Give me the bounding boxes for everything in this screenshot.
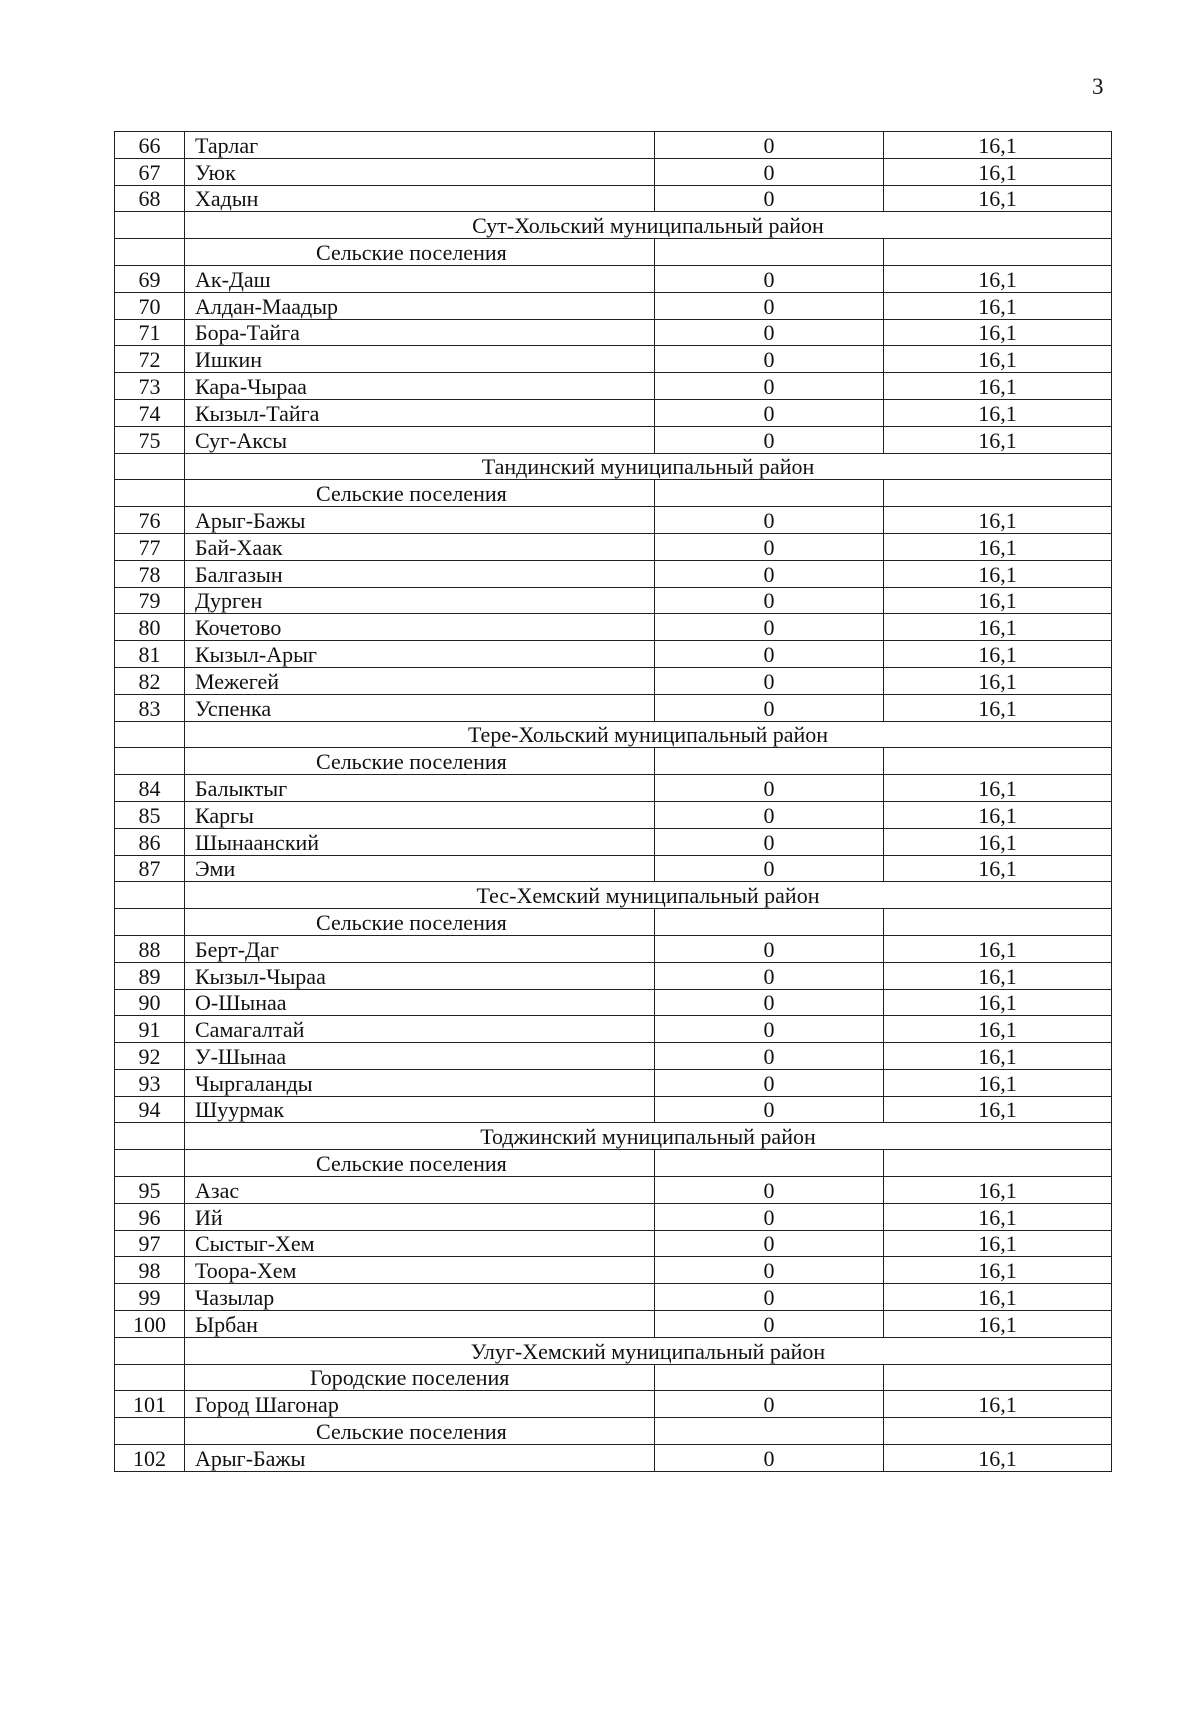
district-header-row: [115, 1123, 1112, 1150]
rate-cell: 16,1: [884, 185, 1112, 212]
value-cell: 0: [655, 346, 884, 373]
table-row: [115, 426, 1112, 453]
empty-cell: [884, 909, 1112, 936]
row-number: 67: [115, 158, 185, 185]
district-header-row: [115, 1337, 1112, 1364]
row-number: 88: [115, 935, 185, 962]
table-row: [115, 292, 1112, 319]
value-cell: 0: [655, 1284, 884, 1311]
value-cell: 0: [655, 1257, 884, 1284]
rate-cell: 16,1: [884, 641, 1112, 668]
row-number: 74: [115, 399, 185, 426]
settlement-name: Кара-Чыраа: [185, 373, 655, 400]
settlement-type-title: Сельские поселения: [185, 748, 655, 775]
row-number: 94: [115, 1096, 185, 1123]
settlement-type-row: [115, 239, 1112, 266]
settlement-name: Берт-Даг: [185, 935, 655, 962]
rate-cell: 16,1: [884, 828, 1112, 855]
settlement-type-row: [115, 1364, 1112, 1391]
table-row: [115, 641, 1112, 668]
settlement-name: Чыргаланды: [185, 1069, 655, 1096]
page-number: 3: [1092, 74, 1104, 99]
settlement-name: Ий: [185, 1203, 655, 1230]
rate-cell: 16,1: [884, 1203, 1112, 1230]
row-number: 76: [115, 507, 185, 534]
settlement-name: Арыг-Бажы: [185, 1445, 655, 1472]
row-number: 69: [115, 265, 185, 292]
table-row: [115, 1069, 1112, 1096]
value-cell: 0: [655, 855, 884, 882]
settlement-name: Ишкин: [185, 346, 655, 373]
row-number: 96: [115, 1203, 185, 1230]
table-row: [115, 1391, 1112, 1418]
empty-cell: [655, 239, 884, 266]
row-number: 90: [115, 989, 185, 1016]
value-cell: 0: [655, 1230, 884, 1257]
row-number: 81: [115, 641, 185, 668]
value-cell: 0: [655, 1069, 884, 1096]
settlement-name: Арыг-Бажы: [185, 507, 655, 534]
row-number: 87: [115, 855, 185, 882]
value-cell: 0: [655, 1311, 884, 1338]
empty-cell: [115, 1123, 185, 1150]
empty-cell: [115, 909, 185, 936]
table-row: [115, 373, 1112, 400]
row-number: 72: [115, 346, 185, 373]
table-row: [115, 265, 1112, 292]
row-number: 82: [115, 667, 185, 694]
settlement-name: Шынаанский: [185, 828, 655, 855]
value-cell: 0: [655, 319, 884, 346]
district-title: Тес-Хемский муниципальный район: [185, 882, 1112, 909]
empty-cell: [115, 1364, 185, 1391]
table-row: [115, 775, 1112, 802]
rate-cell: 16,1: [884, 989, 1112, 1016]
table-row: [115, 667, 1112, 694]
table-row: [115, 828, 1112, 855]
value-cell: 0: [655, 533, 884, 560]
rate-cell: 16,1: [884, 158, 1112, 185]
district-title: Тандинский муниципальный район: [185, 453, 1112, 480]
settlement-name: Алдан-Маадыр: [185, 292, 655, 319]
district-header-row: [115, 212, 1112, 239]
settlement-name: Азас: [185, 1177, 655, 1204]
table-row: [115, 185, 1112, 212]
district-header-row: [115, 721, 1112, 748]
settlement-name: Кызыл-Тайга: [185, 399, 655, 426]
settlement-name: Суг-Аксы: [185, 426, 655, 453]
settlement-name: Эми: [185, 855, 655, 882]
row-number: 79: [115, 587, 185, 614]
row-number: 70: [115, 292, 185, 319]
settlement-name: Кочетово: [185, 614, 655, 641]
settlement-name: У-Шынаа: [185, 1043, 655, 1070]
value-cell: 0: [655, 560, 884, 587]
settlement-type-row: [115, 909, 1112, 936]
settlement-name: Балгазын: [185, 560, 655, 587]
empty-cell: [115, 239, 185, 266]
rate-cell: 16,1: [884, 346, 1112, 373]
settlement-name: Бора-Тайга: [185, 319, 655, 346]
row-number: 73: [115, 373, 185, 400]
empty-cell: [655, 1150, 884, 1177]
table-row: [115, 962, 1112, 989]
row-number: 80: [115, 614, 185, 641]
value-cell: 0: [655, 1177, 884, 1204]
table-row: [115, 533, 1112, 560]
settlement-name: О-Шынаа: [185, 989, 655, 1016]
settlement-type-title: Городские поселения: [185, 1364, 655, 1391]
settlement-name: Чазылар: [185, 1284, 655, 1311]
settlement-name: Хадын: [185, 185, 655, 212]
empty-cell: [884, 1418, 1112, 1445]
table-row: [115, 319, 1112, 346]
settlement-type-row: [115, 748, 1112, 775]
district-header-row: [115, 453, 1112, 480]
rate-cell: 16,1: [884, 426, 1112, 453]
value-cell: 0: [655, 828, 884, 855]
district-title: Тоджинский муниципальный район: [185, 1123, 1112, 1150]
value-cell: 0: [655, 426, 884, 453]
rate-cell: 16,1: [884, 1257, 1112, 1284]
empty-cell: [655, 480, 884, 507]
row-number: 98: [115, 1257, 185, 1284]
row-number: 100: [115, 1311, 185, 1338]
row-number: 84: [115, 775, 185, 802]
rate-cell: 16,1: [884, 1177, 1112, 1204]
rate-cell: 16,1: [884, 1096, 1112, 1123]
value-cell: 0: [655, 667, 884, 694]
empty-cell: [115, 1418, 185, 1445]
rate-cell: 16,1: [884, 694, 1112, 721]
settlement-name: Кызыл-Чыраа: [185, 962, 655, 989]
table-row: [115, 1257, 1112, 1284]
district-title: Сут-Хольский муниципальный район: [185, 212, 1112, 239]
settlement-type-title: Сельские поселения: [185, 480, 655, 507]
value-cell: 0: [655, 1445, 884, 1472]
value-cell: 0: [655, 158, 884, 185]
empty-cell: [655, 1364, 884, 1391]
rate-cell: 16,1: [884, 775, 1112, 802]
empty-cell: [115, 453, 185, 480]
value-cell: 0: [655, 1043, 884, 1070]
rate-cell: 16,1: [884, 319, 1112, 346]
empty-cell: [884, 239, 1112, 266]
empty-cell: [884, 748, 1112, 775]
row-number: 77: [115, 533, 185, 560]
value-cell: 0: [655, 292, 884, 319]
rate-cell: 16,1: [884, 132, 1112, 159]
rate-cell: 16,1: [884, 935, 1112, 962]
rate-cell: 16,1: [884, 533, 1112, 560]
value-cell: 0: [655, 694, 884, 721]
value-cell: 0: [655, 641, 884, 668]
table-row: [115, 1096, 1112, 1123]
table-row: [115, 1311, 1112, 1338]
value-cell: 0: [655, 962, 884, 989]
row-number: 95: [115, 1177, 185, 1204]
row-number: 85: [115, 801, 185, 828]
empty-cell: [655, 1418, 884, 1445]
table-row: [115, 1230, 1112, 1257]
empty-cell: [884, 480, 1112, 507]
rate-cell: 16,1: [884, 587, 1112, 614]
table-row: [115, 935, 1112, 962]
settlement-type-title: Сельские поселения: [185, 239, 655, 266]
table-row: [115, 614, 1112, 641]
value-cell: 0: [655, 185, 884, 212]
table-row: [115, 399, 1112, 426]
table-row: [115, 989, 1112, 1016]
table-row: [115, 560, 1112, 587]
empty-cell: [884, 1364, 1112, 1391]
table-row: [115, 1284, 1112, 1311]
row-number: 68: [115, 185, 185, 212]
rate-cell: 16,1: [884, 560, 1112, 587]
rate-cell: 16,1: [884, 801, 1112, 828]
rate-cell: 16,1: [884, 1311, 1112, 1338]
empty-cell: [115, 212, 185, 239]
row-number: 75: [115, 426, 185, 453]
table-row: [115, 507, 1112, 534]
settlement-name: Тарлаг: [185, 132, 655, 159]
value-cell: 0: [655, 989, 884, 1016]
rate-cell: 16,1: [884, 373, 1112, 400]
district-title: Улуг-Хемский муниципальный район: [185, 1337, 1112, 1364]
table-row: [115, 158, 1112, 185]
value-cell: 0: [655, 399, 884, 426]
row-number: 101: [115, 1391, 185, 1418]
rate-cell: 16,1: [884, 507, 1112, 534]
table-row: [115, 1203, 1112, 1230]
row-number: 91: [115, 1016, 185, 1043]
row-number: 71: [115, 319, 185, 346]
rate-cell: 16,1: [884, 855, 1112, 882]
empty-cell: [115, 748, 185, 775]
table-row: [115, 1177, 1112, 1204]
district-title: Тере-Хольский муниципальный район: [185, 721, 1112, 748]
row-number: 93: [115, 1069, 185, 1096]
empty-cell: [115, 1337, 185, 1364]
table-row: [115, 587, 1112, 614]
table-body: [115, 132, 1112, 1472]
settlement-name: Дурген: [185, 587, 655, 614]
table-row: [115, 855, 1112, 882]
settlement-name: Сыстыг-Хем: [185, 1230, 655, 1257]
value-cell: 0: [655, 265, 884, 292]
table-row: [115, 694, 1112, 721]
value-cell: 0: [655, 1096, 884, 1123]
settlement-name: Бай-Хаак: [185, 533, 655, 560]
row-number: 92: [115, 1043, 185, 1070]
empty-cell: [115, 480, 185, 507]
rate-cell: 16,1: [884, 614, 1112, 641]
rate-cell: 16,1: [884, 667, 1112, 694]
rate-cell: 16,1: [884, 1284, 1112, 1311]
rate-cell: 16,1: [884, 1069, 1112, 1096]
value-cell: 0: [655, 1391, 884, 1418]
table-row: [115, 1043, 1112, 1070]
rate-cell: 16,1: [884, 1043, 1112, 1070]
value-cell: 0: [655, 373, 884, 400]
rate-cell: 16,1: [884, 292, 1112, 319]
table-row: [115, 132, 1112, 159]
settlement-name: Межегей: [185, 667, 655, 694]
district-header-row: [115, 882, 1112, 909]
row-number: 89: [115, 962, 185, 989]
value-cell: 0: [655, 132, 884, 159]
row-number: 102: [115, 1445, 185, 1472]
settlement-type-title: Сельские поселения: [185, 909, 655, 936]
row-number: 99: [115, 1284, 185, 1311]
empty-cell: [115, 1150, 185, 1177]
row-number: 66: [115, 132, 185, 159]
settlement-name: Шуурмак: [185, 1096, 655, 1123]
settlement-name: Каргы: [185, 801, 655, 828]
row-number: 83: [115, 694, 185, 721]
settlement-name: Самагалтай: [185, 1016, 655, 1043]
settlement-type-row: [115, 1418, 1112, 1445]
value-cell: 0: [655, 775, 884, 802]
row-number: 78: [115, 560, 185, 587]
empty-cell: [115, 882, 185, 909]
settlements-table: [114, 131, 1112, 1472]
settlement-name: Успенка: [185, 694, 655, 721]
row-number: 86: [115, 828, 185, 855]
empty-cell: [655, 909, 884, 936]
settlement-type-row: [115, 1150, 1112, 1177]
value-cell: 0: [655, 801, 884, 828]
value-cell: 0: [655, 935, 884, 962]
rate-cell: 16,1: [884, 962, 1112, 989]
rate-cell: 16,1: [884, 1445, 1112, 1472]
table-row: [115, 1016, 1112, 1043]
settlement-type-title: Сельские поселения: [185, 1418, 655, 1445]
row-number: 97: [115, 1230, 185, 1257]
settlement-name: Уюк: [185, 158, 655, 185]
empty-cell: [655, 748, 884, 775]
empty-cell: [884, 1150, 1112, 1177]
value-cell: 0: [655, 1203, 884, 1230]
settlement-type-title: Сельские поселения: [185, 1150, 655, 1177]
rate-cell: 16,1: [884, 1016, 1112, 1043]
rate-cell: 16,1: [884, 1391, 1112, 1418]
value-cell: 0: [655, 614, 884, 641]
settlement-name: Балыктыг: [185, 775, 655, 802]
rate-cell: 16,1: [884, 265, 1112, 292]
table-row: [115, 346, 1112, 373]
value-cell: 0: [655, 507, 884, 534]
rate-cell: 16,1: [884, 399, 1112, 426]
empty-cell: [115, 721, 185, 748]
table-row: [115, 1445, 1112, 1472]
settlement-name: Город Шагонар: [185, 1391, 655, 1418]
value-cell: 0: [655, 587, 884, 614]
settlement-name: Ырбан: [185, 1311, 655, 1338]
table-row: [115, 801, 1112, 828]
value-cell: 0: [655, 1016, 884, 1043]
settlement-type-row: [115, 480, 1112, 507]
settlement-name: Тоора-Хем: [185, 1257, 655, 1284]
rate-cell: 16,1: [884, 1230, 1112, 1257]
settlement-name: Ак-Даш: [185, 265, 655, 292]
settlement-name: Кызыл-Арыг: [185, 641, 655, 668]
